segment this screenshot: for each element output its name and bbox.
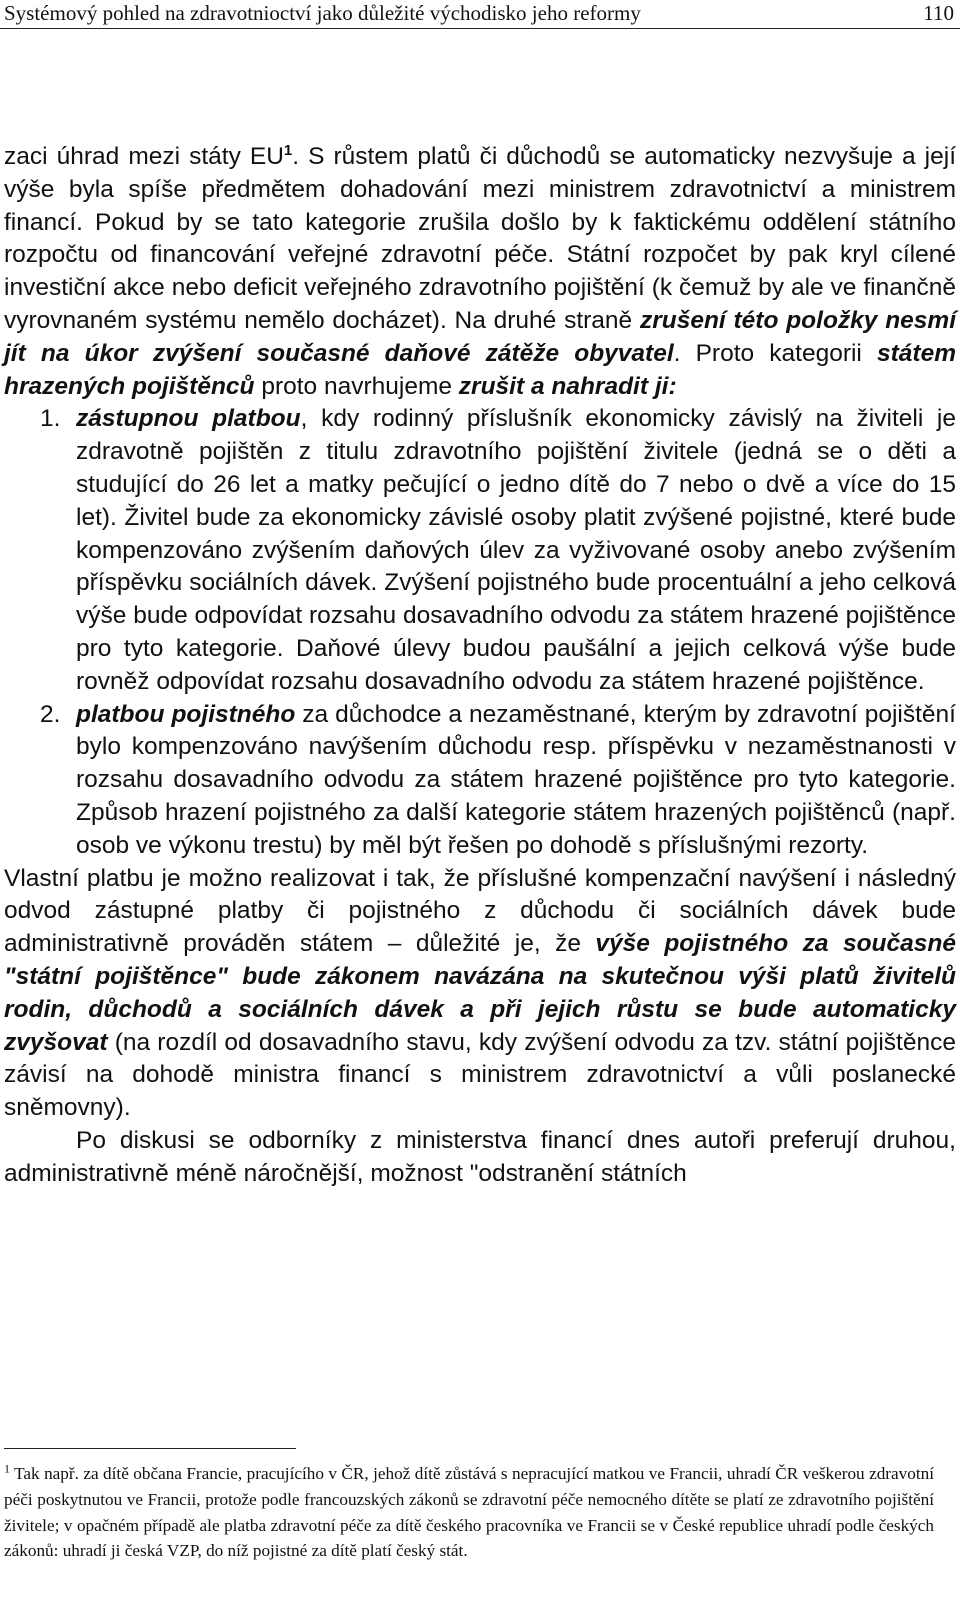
footnote-text: Tak např. za dítě občana Francie, pracujícího v ČR, jehož dítě zůstává s nepracující matkou ve Francii, uhradí ČR veškerou zdravotní péči poskytnutou ve Francii, protože podle francouzských zákonů se zdravotní péče nemocného dítěte se platí ze zdravotního pojištění živitele; v opačném případě ale platba zdravotní péče za dítě českého pracovníka ve Francii se v České republice uhradí podle českých zákonů: uhradí ji česká VZP, do níž pojistné za dítě platí český stát. bbox=[4, 1464, 934, 1561]
emphasis: výše pojistného za současné "státní pojištěnce" bude zákonem navázána na skutečnou výši platů živitelů rodin, důchodů a sociálních dávek a při jejich růstu se bude automaticky zvyšovat bbox=[4, 930, 956, 1056]
emphasis: státem hrazených pojištěnců bbox=[4, 339, 956, 400]
running-title: Systémový pohled na zdravotnioctví jako důležité východisko jeho reformy bbox=[4, 1, 641, 25]
paragraph-2: Vlastní platbu je možno realizovat i tak, že příslušné kompenzační navýšení i následný odvod zástupné platby či pojistného z důchodu či sociálních dávek bude administrativně prováděn státem – důležité je, že výše pojistného za současné "státní pojištěnce" bude zákonem navázána na skutečnou výši platů živitelů rodin, důchodů a sociálních dávek a při jejich růstu se bude automaticky zvyšovat (na rozdíl od dosavadního stavu, kdy zvýšení odvodu za tzv. státní pojištěnce závisí na dohodě ministra financí s ministrem zdravotnictví a vůli poslanecké sněmovny). bbox=[4, 864, 956, 1122]
footnote-ref[interactable]: 1 bbox=[283, 141, 293, 159]
emphasis: zástupnou platbou bbox=[76, 405, 301, 433]
list-number: 1. bbox=[40, 405, 61, 433]
paragraph-3: Po diskusi se odborníky z ministerstva financí dnes autoři preferují druhou, administrativně méně náročnější, možnost "odstranění státních bbox=[4, 1126, 956, 1187]
page-number: 110 bbox=[923, 1, 954, 25]
list-number: 2. bbox=[40, 700, 61, 728]
proposal-list bbox=[4, 403, 956, 862]
list-item: 1. zástupnou platbou, kdy rodinný příslušník ekonomicky závislý na živiteli je zdravotně pojištěn z titulu zdravotního pojištění živitele (jedná se o děti a studující do 26 let a matky pečující o jedno dítě do 7 nebo o dvě a více do 15 let). Živitel bude za ekonomicky závislé osoby platit zvýšené pojistné, které bude kompenzováno zvýšením daňových úlev za vyživované osoby anebo zvýšením příspěvku sociálních dávek. Zvýšení pojistného bude procentuální a jeho celková výše bude odpovídat rozsahu dosavadního odvodu za státem hrazené pojištěnce pro tyto kategorie. Daňové úlevy budou paušální a jejich celková výše bude rovněž odpovídat rozsahu dosavadního odvodu za státem hrazené pojištěnce. bbox=[40, 405, 957, 695]
emphasis: zrušení této položky nesmí jít na úkor zvýšení současné daňové zátěže obyvatel bbox=[4, 306, 957, 367]
emphasis: zrušit a nahradit ji: bbox=[458, 372, 677, 400]
footnote-separator bbox=[4, 1448, 296, 1449]
page-header bbox=[0, 0, 960, 29]
paragraph-1: zaci úhrad mezi státy $EU^1$. S růstem platů či důchodů se automaticky nezvyšuje a její výše byla spíše předmětem dohadování mezi ministrem zdravotnictví a ministrem financí. Pokud by se tato kategorie zrušila došlo by k faktickému oddělení státního rozpočtu od financování veřejné zdravotní péče. Státní rozpočet by pak kryl cílené investiční akce nebo deficit veřejného zdravotního pojištění (k čemuž by ale ve finančně vyrovnaném systému nemělo docházet). Na druhé straně zrušení této položky nesmí jít na úkor zvýšení současné daňové zátěže obyvatel. Proto kategorii státem hrazených pojištěnců proto navrhujeme zrušit a nahradit ji: bbox=[4, 141, 957, 400]
main-text bbox=[4, 141, 956, 1191]
footnote-number: 1 bbox=[4, 1461, 10, 1476]
list-item: 2. platbou pojistného za důchodce a nezaměstnané, kterým by zdravotní pojištění bylo kompenzováno navýšením důchodu resp. příspěvku v nezaměstnanosti v rozsahu dosavadního odvodu za státem hrazené pojištěnce pro tyto kategorie. Způsob hrazení pojistného za další kategorie státem hrazených pojištěnců (např. osob ve výkonu trestu) by měl být řešen po dohodě s příslušnými rezorty. bbox=[40, 700, 956, 859]
emphasis: platbou pojistného bbox=[76, 700, 296, 728]
footnote bbox=[4, 1461, 934, 1564]
